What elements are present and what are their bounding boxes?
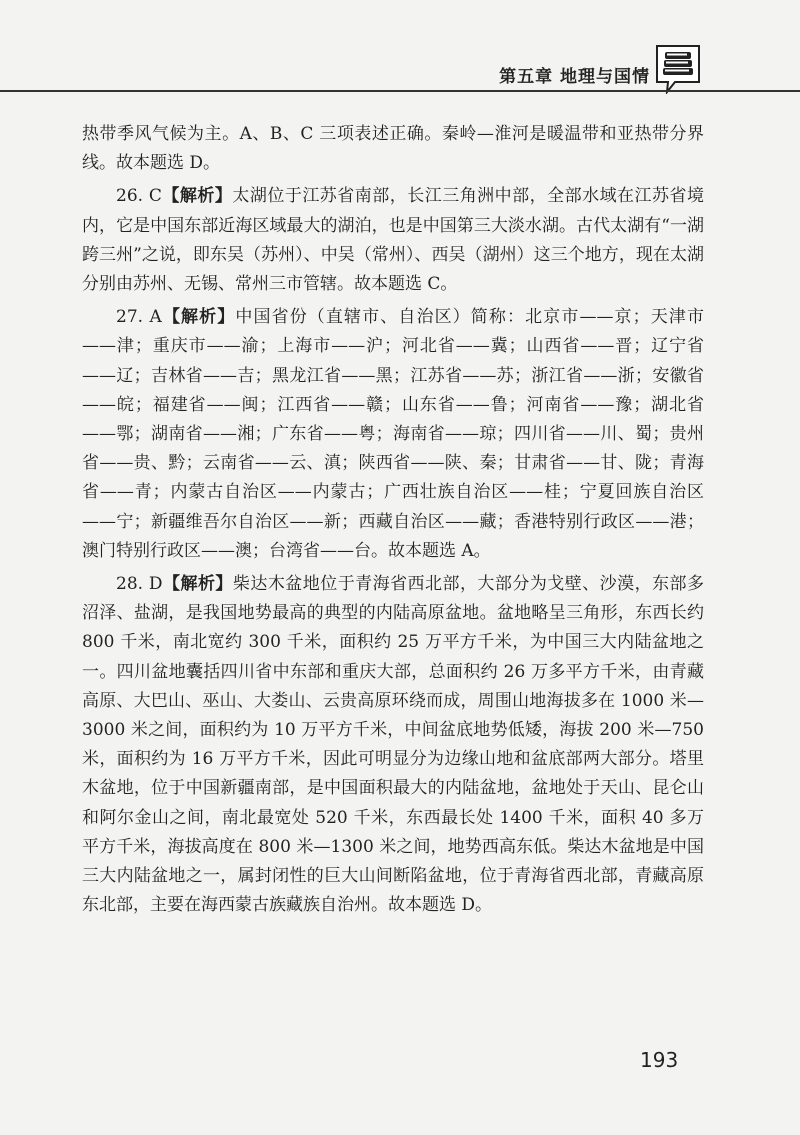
answer-26	[82, 182, 704, 299]
page-number: 193	[640, 1048, 679, 1072]
analysis-tag: 【解析】	[161, 186, 233, 207]
continuation-paragraph: 热带季风气候为主。A、B、C 三项表述正确。秦岭—淮河是暖温带和亚热带分界线。故本题选 D。	[82, 124, 704, 174]
answer-27	[82, 303, 704, 566]
answer-28	[82, 570, 704, 920]
answer-text: 柴达木盆地位于青海省西北部，大部分为戈壁、沙漠，东部多沼泽、盐湖，是我国地势最高的典型的内陆高原盆地。盆地略呈三角形，东西长约 800 千米，南北宽约 300 千米，面积约 25 万平方千米，为中国三大内陆盆地之一。四川盆地囊括四川省中东部和重庆大部，总面积约 26 万多平方千米，由青藏高原、大巴山、巫山、大娄山、云贵高原环绕而成，周围山地海拔多在 1000 米—3000 米之间，面积约为 10 万平方千米，中间盆底地势低矮，海拔 200 米—750 米，面积约为 16 万平方千米，因此可明显分为边缘山地和盆底部两大部分。塔里木盆地，位于中国新疆南部，是中国面积最大的内陆盆地，盆地处于天山、昆仑山和阿尔金山之间，南北最宽处 520 千米，东西最长处 1400 千米，面积 40 多万平方千米，海拔高度在 800 米—1300 米之间，地势西高东低。柴达木盆地是中国三大内陆盆地之一，属封闭性的巨大山间断陷盆地，位于青海省西北部，青藏高原东北部，主要在海西蒙古族藏族自治州。故本题选 D。	[82, 574, 705, 916]
answer-label: 27. A	[116, 307, 162, 328]
answer-label: 26. C	[116, 186, 162, 207]
header-rule	[0, 90, 800, 92]
analysis-tag: 【解析】	[162, 574, 233, 595]
chapter-title: 第五章 地理与国情	[499, 67, 650, 87]
answer-text: 中国省份（直辖市、自治区）简称：北京市——京；天津市——津；重庆市——渝；上海市——沪；河北省——冀；山西省——晋；辽宁省——辽；吉林省——吉；黑龙江省——黑；江苏省——苏；浙江省——浙；安徽省——皖；福建省——闽；江西省——赣；山东省——鲁；河南省——豫；湖北省——鄂；湖南省——湘；广东省——粤；海南省——琼；四川省——川、蜀；贵州省——贵、黔；云南省——云、滇；陕西省——陕、秦；甘肃省——甘、陇；青海省——青；内蒙古自治区——内蒙古；广西壮族自治区——桂；宁夏回族自治区——宁；新疆维吾尔自治区——新；西藏自治区——藏；香港特别行政区——港；澳门特别行政区——澳；台湾省——台。故本题选 A。	[82, 307, 704, 561]
analysis-tag: 【解析】	[161, 307, 236, 328]
answer-text: 太湖位于江苏省南部，长江三角洲中部，全部水域在江苏省境内，它是中国东部近海区域最大的湖泊，也是中国第三大淡水湖。古代太湖有“一湖跨三州”之说，即东吴（苏州）、中吴（常州）、西吴（湖州）这三个地方，现在太湖分别由苏州、无锡、常州三市管辖。故本题选 C。	[82, 186, 705, 295]
books-icon	[655, 44, 701, 94]
page-body	[82, 120, 704, 920]
answer-label: 28. D	[116, 574, 163, 595]
